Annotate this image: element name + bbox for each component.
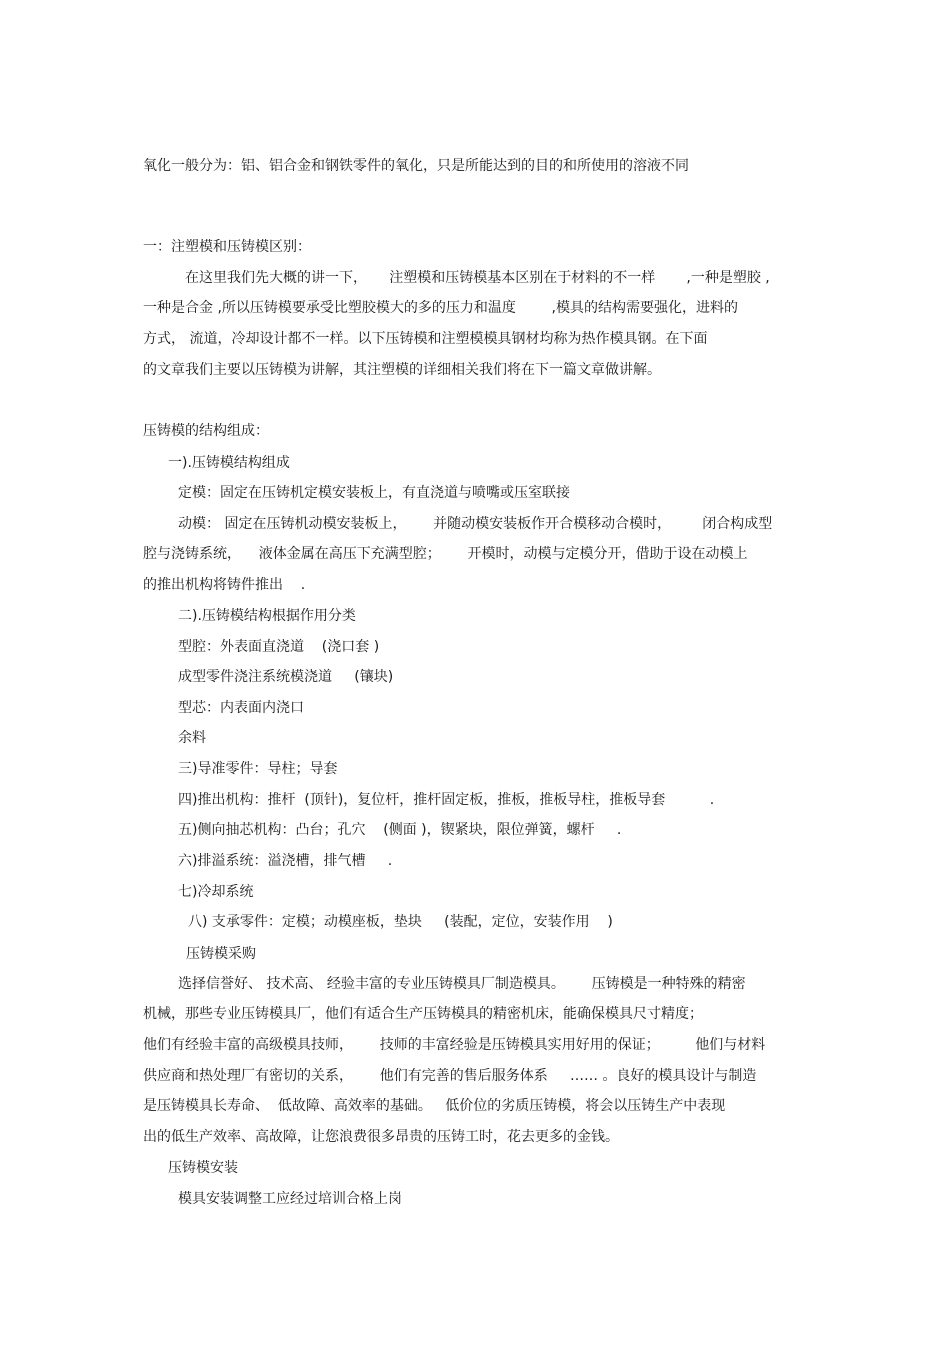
- paragraph-line: 腔与浇铸系统， 液体金属在高压下充满型腔； 开模时，动模与定模分开，借助于设在动模上: [143, 546, 748, 562]
- paragraph-line: 动模： 固定在压铸机动模安装板上， 并随动模安装板作开合模移动合模时， 闭合构成型: [178, 516, 773, 532]
- list-item: 五)侧向抽芯机构：凸台；孔穴 (侧面 )，锲紧块，限位弹簧，螺杆 .: [178, 822, 622, 838]
- list-item: 一).压铸模结构组成: [168, 455, 290, 471]
- list-item: 二).压铸模结构根据作用分类: [178, 608, 356, 624]
- paragraph-line: 机械，那些专业压铸模具厂，他们有适合生产压铸模具的精密机床，能确保模具尺寸精度；: [143, 1006, 703, 1022]
- paragraph-line: 供应商和热处理厂有密切的关系， 他们有完善的售后服务体系 …… 。良好的模具设计与制造: [143, 1068, 757, 1084]
- list-item: 六)排溢系统：溢浇槽，排气槽 .: [178, 853, 393, 869]
- paragraph-line: 在这里我们先大概的讲一下， 注塑模和压铸模基本区别在于材料的不一样 ,一种是塑胶 ,: [185, 270, 770, 286]
- list-item: 余料: [178, 730, 206, 746]
- list-item: 四)推出机构：推杆 (顶针)，复位杆，推杆固定板，推板，推板导柱，推板导套 .: [178, 792, 715, 808]
- list-item: 成型零件浇注系统模浇道 (镶块): [178, 669, 394, 685]
- section-heading-install: 压铸模安装: [168, 1160, 238, 1176]
- paragraph-line: 方式， 流道，冷却设计都不一样。以下压铸模和注塑模模具钢材均称为热作模具钢。在下面: [143, 331, 708, 347]
- list-item: 七)冷却系统: [178, 884, 254, 900]
- list-item: 八) 支承零件：定模；动模座板，垫块 (装配，定位，安装作用 ): [188, 914, 613, 930]
- section-heading-purchase: 压铸模采购: [186, 946, 256, 962]
- intro-line: 氧化一般分为：铝、铝合金和钢铁零件的氧化，只是所能达到的目的和所使用的溶液不同: [143, 158, 689, 174]
- paragraph-line: 是压铸模具长寿命、 低故障、高效率的基础。 低价位的劣质压铸模，将会以压铸生产中表现: [143, 1098, 726, 1114]
- paragraph-line: 模具安装调整工应经过培训合格上岗: [178, 1191, 402, 1207]
- paragraph-line: 选择信誉好、 技术高、 经验丰富的专业压铸模具厂制造模具。 压铸模是一种特殊的精密: [178, 976, 746, 992]
- paragraph-line: 他们有经验丰富的高级模具技师， 技师的丰富经验是压铸模具实用好用的保证； 他们与材料: [143, 1037, 766, 1053]
- list-item: 三)导准零件：导柱；导套: [178, 761, 338, 777]
- list-item: 型腔：外表面直浇道 (浇口套 ): [178, 639, 380, 655]
- section-heading-structure: 压铸模的结构组成：: [143, 423, 269, 439]
- paragraph-line: 出的低生产效率、高故障，让您浪费很多昂贵的压铸工时，花去更多的金钱。: [143, 1129, 619, 1145]
- paragraph-line: 一种是合金 ,所以压铸模要承受比塑胶模大的多的压力和温度 ,模具的结构需要强化，进料的: [143, 300, 738, 316]
- section-heading-mold-difference: 一：注塑模和压铸模区别：: [143, 239, 311, 255]
- list-item: 定模：固定在压铸机定模安装板上，有直浇道与喷嘴或压室联接: [178, 485, 570, 501]
- paragraph-line: 的推出机构将铸件推出 .: [143, 577, 306, 593]
- paragraph-line: 的文章我们主要以压铸模为讲解，其注塑模的详细相关我们将在下一篇文章做讲解。: [143, 362, 661, 378]
- list-item: 型芯：内表面内浇口: [178, 700, 304, 716]
